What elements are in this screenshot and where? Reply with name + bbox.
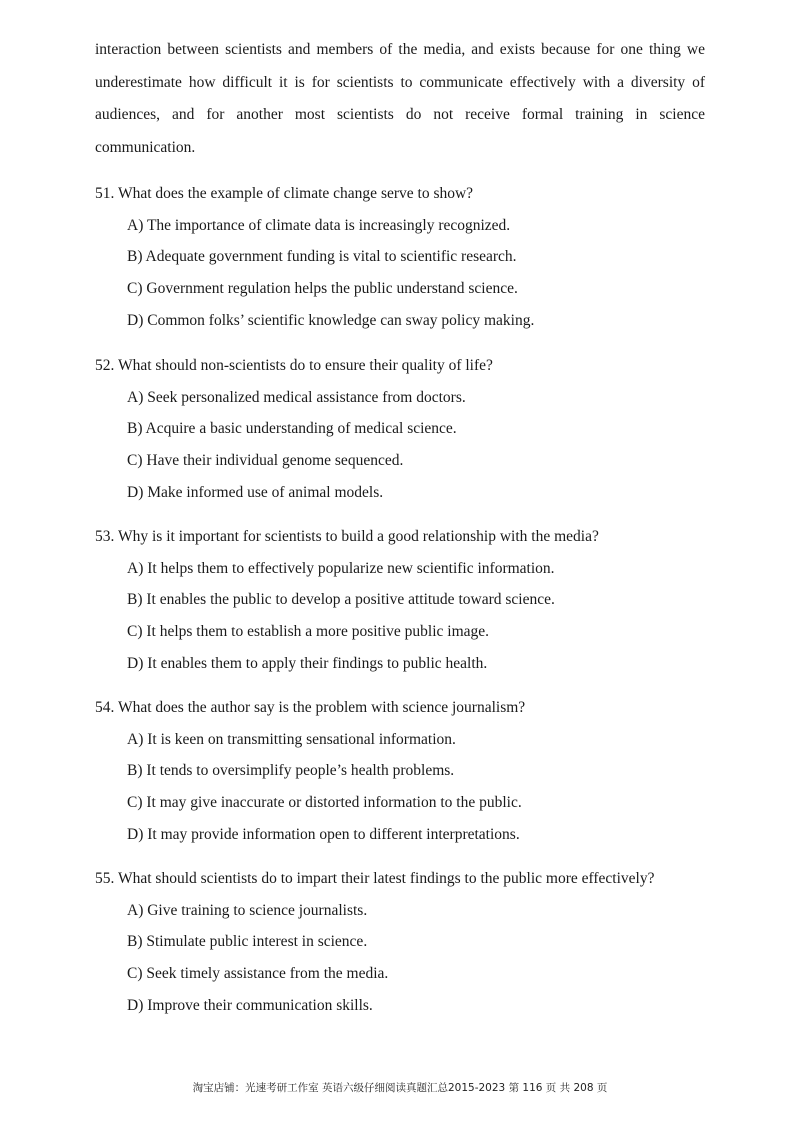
option-b: B) Acquire a basic understanding of medical science. <box>127 420 457 438</box>
page-footer: 淘宝店铺：光速考研工作室 英语六级仔细阅读真题汇总2015-2023 第 116 页 共 208 页 <box>192 1082 608 1094</box>
question-number: 55. <box>95 870 115 887</box>
option-c: C) It may give inaccurate or distorted information to the public. <box>127 794 522 812</box>
question-number: 53. <box>95 528 115 545</box>
question-stem <box>95 355 735 377</box>
option-c: C) Seek timely assistance from the media. <box>127 965 389 983</box>
option-a: A) Seek personalized medical assistance from doctors. <box>127 388 466 406</box>
question-53 <box>95 526 735 675</box>
option-d: D) Improve their communication skills. <box>127 996 373 1014</box>
question-number: 52. <box>95 357 115 374</box>
option-c: C) It helps them to establish a more positive public image. <box>127 623 490 641</box>
option-d: D) It may provide information open to different interpretations. <box>127 825 520 843</box>
question-text: What should scientists do to impart their latest findings to the public more effectively? <box>117 870 655 887</box>
question-52 <box>95 355 735 504</box>
option-b: B) It tends to oversimplify people’s health problems. <box>127 762 455 780</box>
option-c: C) Have their individual genome sequenced. <box>127 452 404 470</box>
question-text: What should non-scientists do to ensure their quality of life? <box>117 357 493 374</box>
option-b: B) Adequate government funding is vital to scientific research. <box>127 248 517 266</box>
option-d: D) It enables them to apply their findings to public health. <box>127 654 488 672</box>
option-a: A) It helps them to effectively popularize new scientific information. <box>127 559 555 577</box>
question-55 <box>95 868 735 1017</box>
option-b: B) It enables the public to develop a positive attitude toward science. <box>127 591 555 609</box>
question-text: Why is it important for scientists to build a good relationship with the media? <box>117 528 599 545</box>
option-c: C) Government regulation helps the public understand science. <box>127 280 518 298</box>
question-stem <box>95 868 735 890</box>
question-number: 51. <box>95 185 115 202</box>
question-text: What does the author say is the problem with science journalism? <box>117 699 526 716</box>
option-a: A) It is keen on transmitting sensational information. <box>127 730 456 748</box>
option-a: A) Give training to science journalists. <box>127 901 368 919</box>
option-a: A) The importance of climate data is increasingly recognized. <box>127 216 511 234</box>
option-d: D) Make informed use of animal models. <box>127 483 384 501</box>
question-number: 54. <box>95 699 115 716</box>
option-d: D) Common folks’ scientific knowledge can sway policy making. <box>127 311 535 329</box>
passage-paragraph: interaction between scientists and members of the media, and exists because for one thing we underestimate how difficult it is for scientists to communicate effectively with a diversity of audiences, and for another most scientists do not receive formal training in science communication. <box>95 41 705 156</box>
question-text: What does the example of climate change serve to show? <box>117 185 474 202</box>
question-54 <box>95 697 735 846</box>
question-stem <box>95 697 735 719</box>
question-stem <box>95 526 735 548</box>
question-51 <box>95 183 735 332</box>
option-b: B) Stimulate public interest in science. <box>127 933 368 951</box>
question-stem <box>95 183 735 205</box>
